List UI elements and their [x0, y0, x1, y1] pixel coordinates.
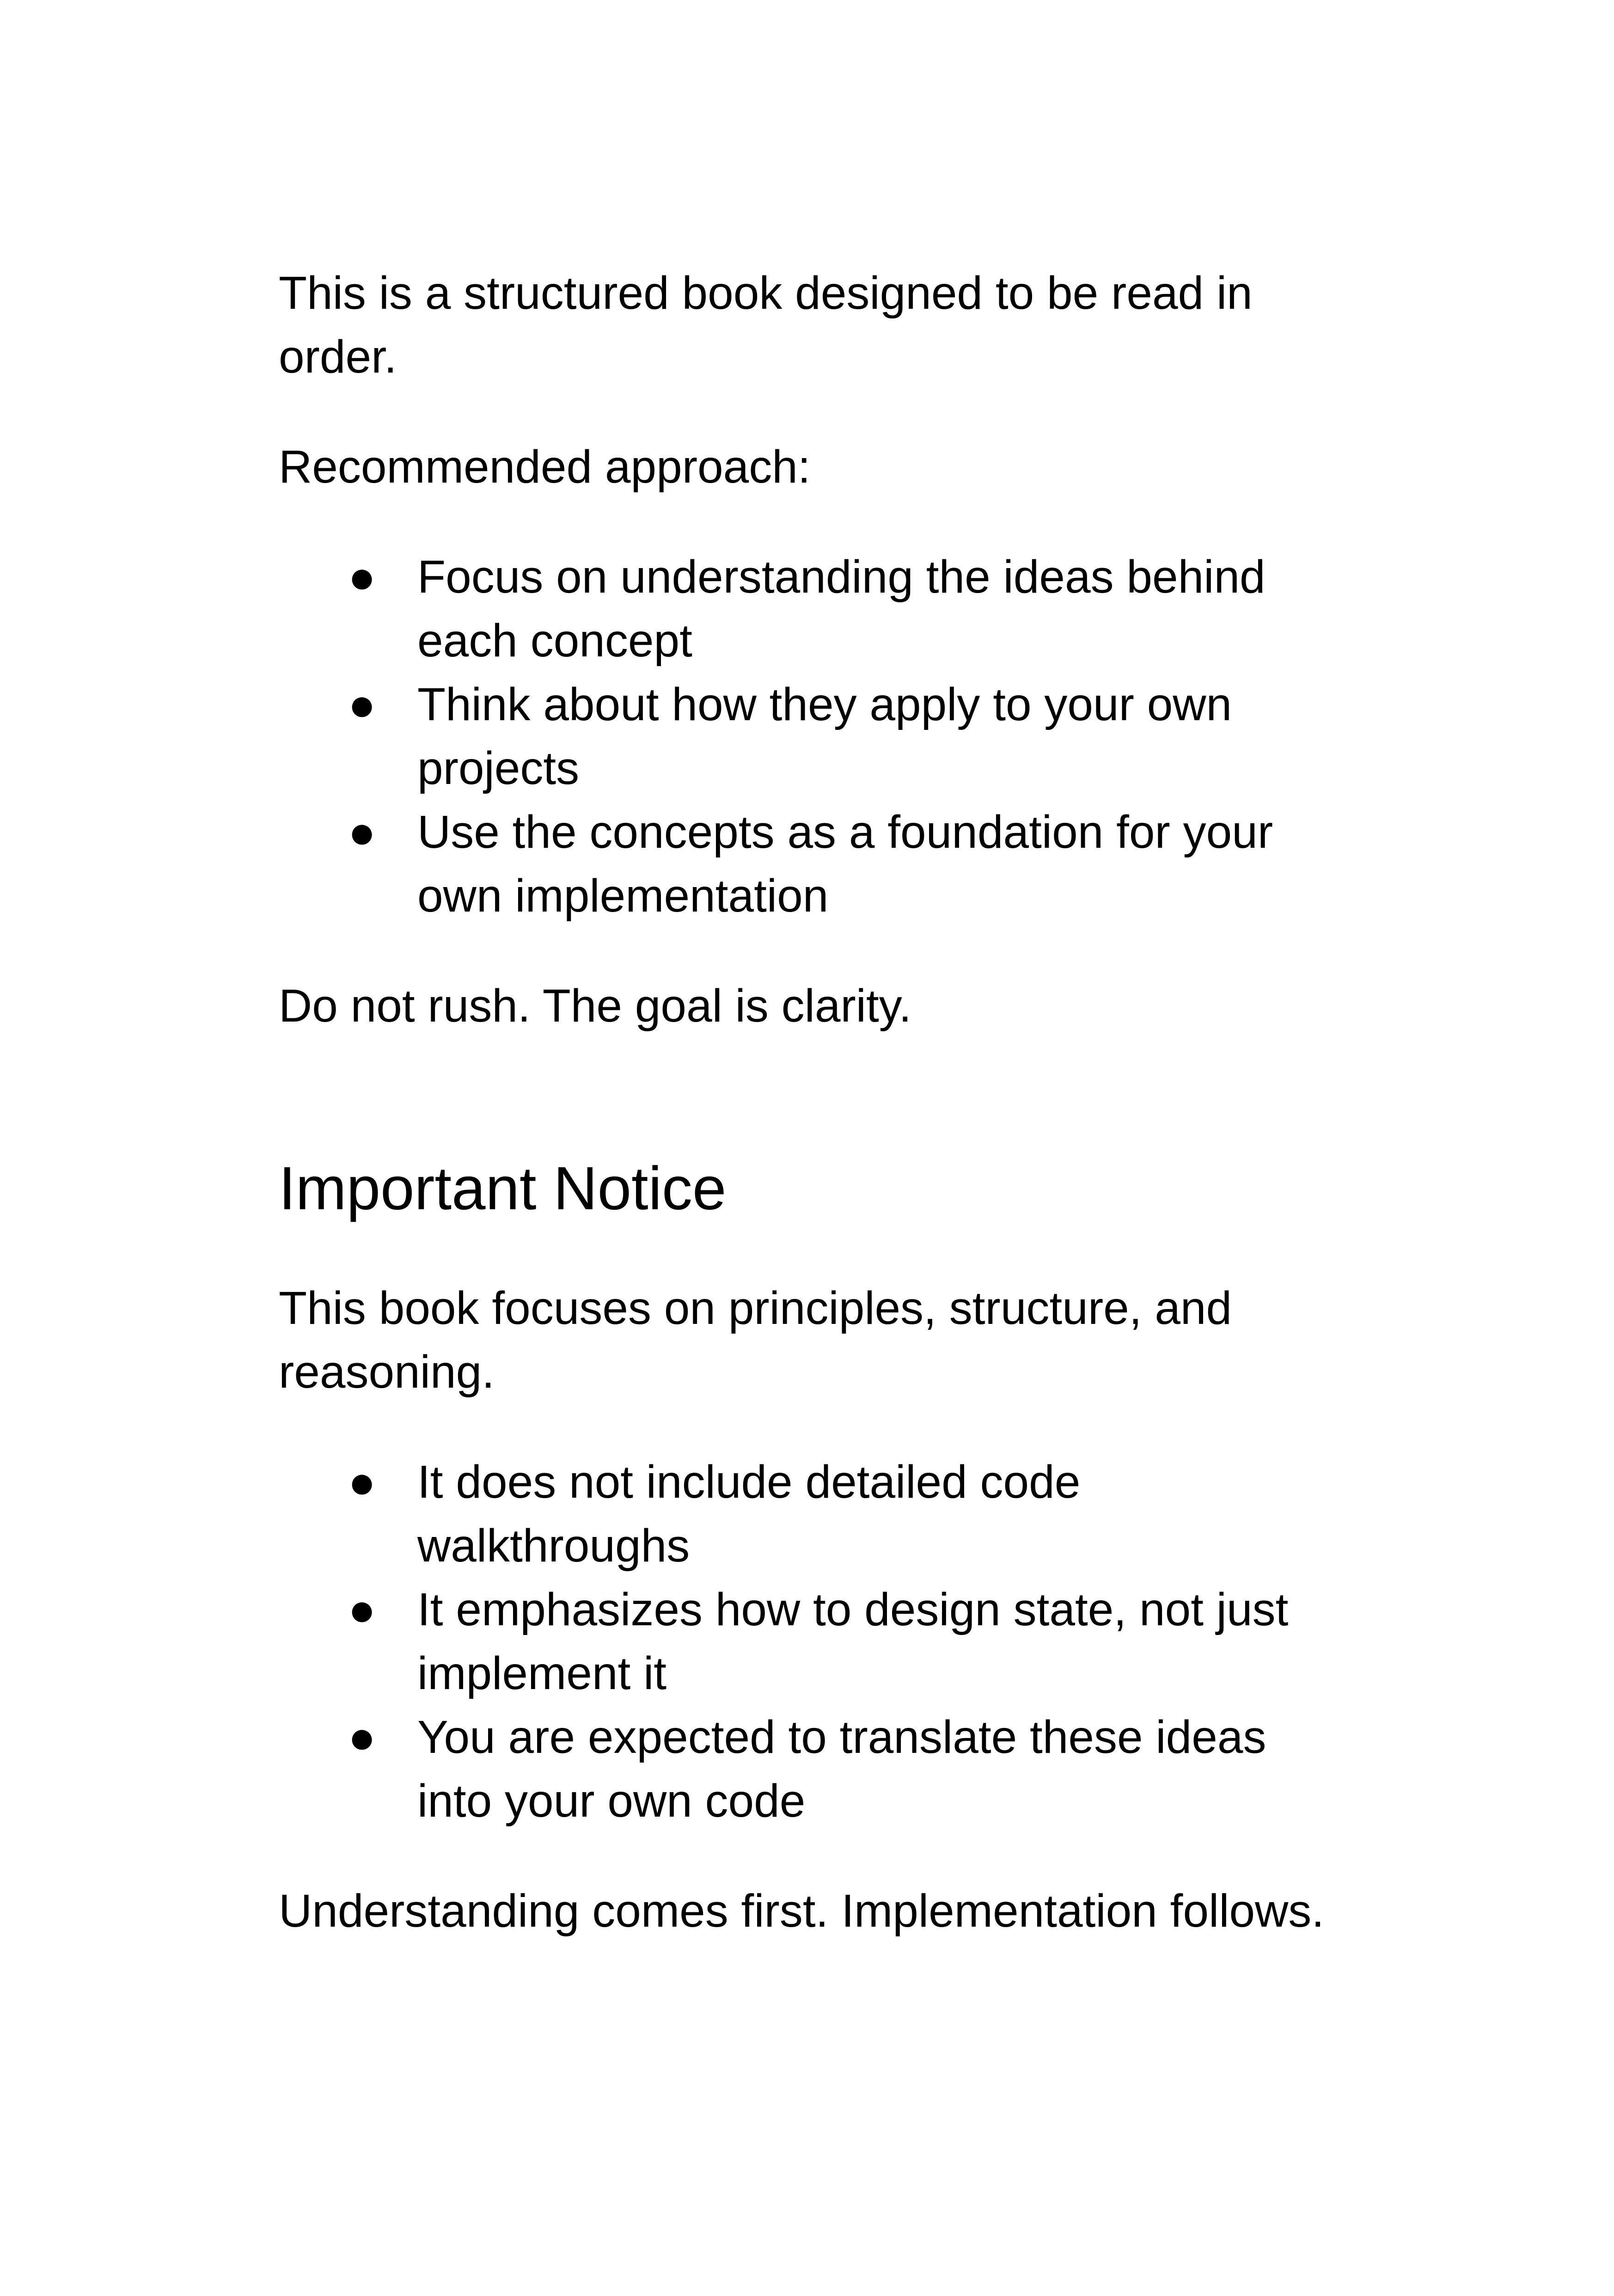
notice-list: [279, 1450, 1342, 1833]
bullet-icon: ●: [348, 1456, 376, 1508]
approach-list: [279, 545, 1342, 928]
bullet-icon: ●: [348, 551, 376, 603]
list-item-text: You are expected to translate these ideas into your own code: [417, 1711, 1266, 1827]
list-item: [279, 545, 1342, 673]
bullet-icon: ●: [348, 806, 376, 858]
notice-heading: Important Notice: [279, 1154, 727, 1222]
list-item: [279, 673, 1342, 800]
list-item-text: Focus on understanding the ideas behind each concept: [417, 551, 1266, 667]
list-item-text: Think about how they apply to your own projects: [417, 679, 1232, 794]
notice-closing: Understanding comes first. Implementation follows.: [279, 1885, 1325, 1937]
list-item: [279, 1578, 1342, 1705]
notice-paragraph: This book focuses on principles, structure, and reasoning.: [279, 1282, 1232, 1398]
approach-label: Recommended approach:: [279, 441, 811, 493]
bullet-icon: ●: [348, 679, 376, 730]
list-item-text: It emphasizes how to design state, not just implement it: [417, 1584, 1289, 1699]
bullet-icon: ●: [348, 1711, 376, 1763]
list-item-text: Use the concepts as a foundation for your own implementation: [417, 806, 1273, 922]
bullet-icon: ●: [348, 1584, 376, 1635]
intro-paragraph: This is a structured book designed to be read in order.: [279, 267, 1253, 383]
list-item-text: It does not include detailed code walkthroughs: [417, 1456, 1081, 1572]
list-item: [279, 1450, 1342, 1578]
list-item: [279, 800, 1342, 928]
document-page: [279, 261, 1342, 1943]
list-item: [279, 1705, 1342, 1833]
intro-closing: Do not rush. The goal is clarity.: [279, 980, 912, 1032]
